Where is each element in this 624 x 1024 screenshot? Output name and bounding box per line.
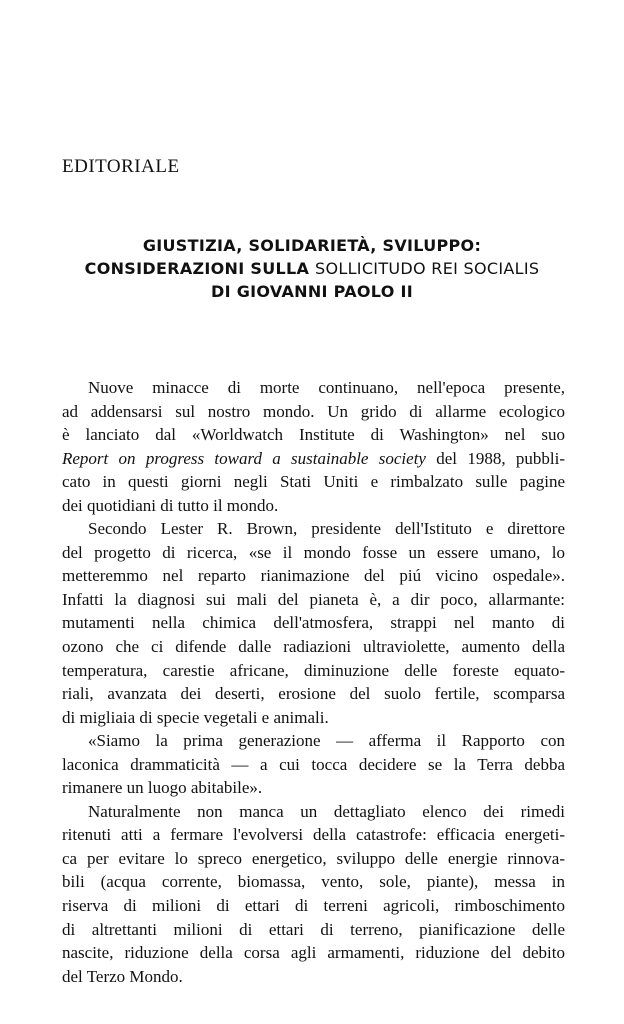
text-line: Infatti la diagnosi sui mali del pianeta è, a dir poco, allarmante: (62, 589, 565, 609)
text-line: è lanciato dal «Worldwatch Institute di Washington» nel suo (62, 425, 565, 445)
paragraph-3 (62, 729, 565, 800)
text-line-report: Report on progress toward a sustainable society del 1988, pubbli- (62, 448, 565, 468)
title-line-2 (20, 257, 604, 280)
title-line-1: GIUSTIZIA, SOLIDARIETÀ, SVILUPPO: (142, 236, 482, 255)
text-line: bili (acqua corrente, biomassa, vento, sole, piante), messa in (62, 872, 565, 892)
title-line-3: DI GIOVANNI PAOLO II (211, 282, 413, 301)
text-line: ozono che ci difende dalle radiazioni ultraviolette, aumento della (62, 637, 565, 657)
text-line: cato in questi giorni negli Stati Uniti e rimbalzato sulle pagine (62, 472, 565, 492)
paragraph-2 (62, 517, 565, 729)
section-label: EDITORIALE (62, 156, 180, 177)
text-line: ritenuti atti a fermare l'evolversi della catastrofe: efficacia energeti- (62, 825, 565, 845)
text-line: Naturalmente non manca un dettagliato elenco dei rimedi (88, 801, 565, 821)
text-line: del progetto di ricerca, «se il mondo fosse un essere umano, lo (62, 542, 565, 562)
paragraph-4 (62, 800, 565, 988)
text-line: Secondo Lester R. Brown, presidente dell'Istituto e direttore (88, 519, 565, 539)
text-line: riali, avanzata dei deserti, erosione del suolo fertile, scomparsa (62, 684, 565, 704)
paragraph-1 (62, 376, 565, 517)
text-line: ca per evitare lo spreco energetico, sviluppo delle energie rinnova- (62, 848, 565, 868)
text-line: temperatura, carestie africane, diminuzione delle foreste equato- (62, 660, 565, 680)
text-line: Nuove minacce di morte continuano, nell'epoca presente, (88, 378, 565, 397)
text-line: dei quotidiani di tutto il mondo. (62, 495, 279, 515)
title-line-2-bold: CONSIDERAZIONI SULLA (84, 259, 316, 278)
text-line: «Siamo la prima generazione — afferma il Rapporto con (88, 731, 565, 751)
text-line: rimanere un luogo abitabile». (62, 778, 263, 798)
text-line: di altrettanti milioni di ettari di terreno, pianificazione delle (62, 919, 565, 939)
text-line: di migliaia di specie vegetali e animali. (62, 707, 329, 727)
article-body (62, 376, 565, 988)
article-title (20, 234, 604, 303)
report-title: Report on progress toward a sustainable society (62, 448, 426, 468)
text-line: riserva di milioni di ettari di terreni agricoli, rimboschimento (62, 896, 565, 916)
text-line: mutamenti nella chimica dell'atmosfera, strappi nel manto di (62, 613, 565, 633)
text-line: laconica drammaticità — a cui tocca decidere se la Terra debba (62, 754, 565, 774)
text-line: del Terzo Mondo. (62, 966, 183, 986)
title-line-2-rest: SOLLICITUDO REI SOCIALIS (315, 259, 540, 278)
text-line: metteremmo nel reparto rianimazione del piú vicino ospedale». (62, 566, 565, 586)
text-line: nascite, riduzione della corsa agli armamenti, riduzione del debito (62, 943, 565, 963)
text-line: ad addensarsi sul nostro mondo. Un grido di allarme ecologico (62, 401, 565, 421)
